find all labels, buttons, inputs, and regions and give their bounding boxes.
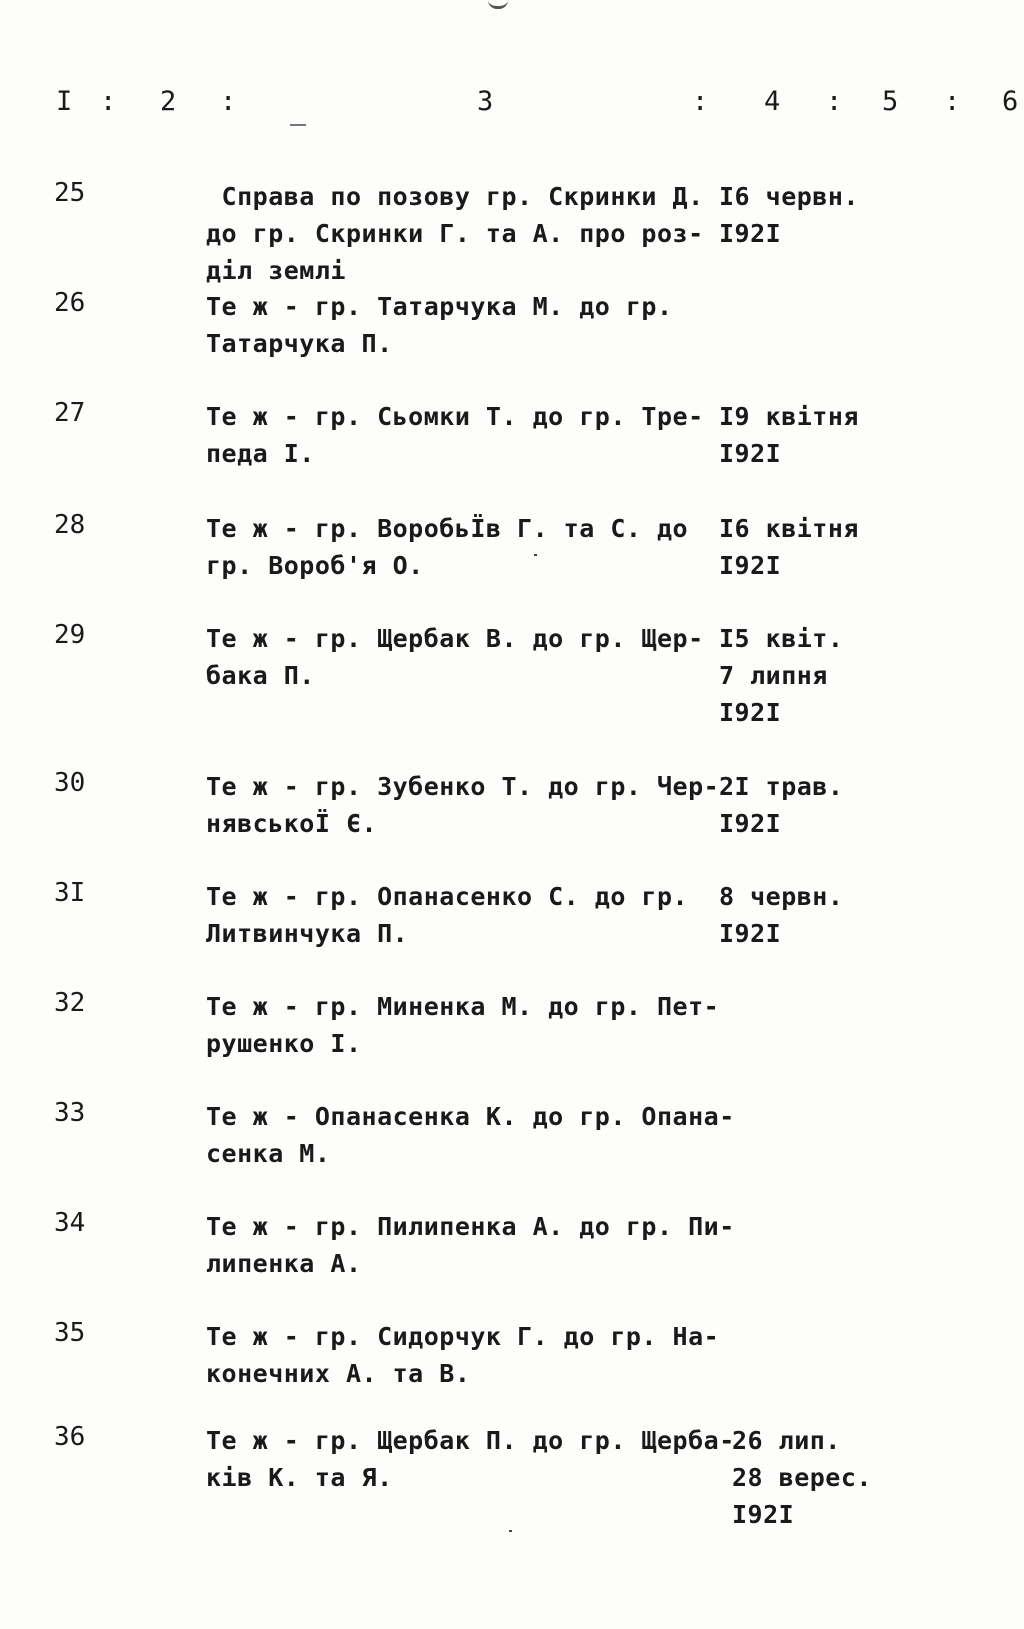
- column-header-6: 6: [1002, 86, 1020, 117]
- description-line: Те ж - гр. Татарчука М. до гр.: [206, 292, 673, 321]
- description-line: Справа по позову гр. Скринки Д.: [206, 182, 704, 211]
- page-number-mark: [488, 0, 508, 9]
- date-line: 8 червн.: [719, 882, 844, 911]
- date-line: 2I трав.: [719, 772, 844, 801]
- description-line: рушенко І.: [206, 1029, 362, 1058]
- column-separator: :: [826, 86, 844, 117]
- header-underline-mark: [290, 124, 306, 126]
- record-number: 34: [54, 1208, 86, 1238]
- description-line: Те ж - гр. Сьомки Т. до гр. Тре-: [206, 402, 704, 431]
- record-number: 32: [54, 988, 86, 1018]
- description-line: Те ж - гр. Пилипенка А. до гр. Пи-: [206, 1212, 735, 1241]
- description-line: гр. Вороб'я О.: [206, 551, 424, 580]
- record-number: 36: [54, 1422, 86, 1452]
- description-line: сенка М.: [206, 1139, 331, 1168]
- record-description: [206, 288, 726, 362]
- description-line: Те ж - гр. Миненка М. до гр. Пет-: [206, 992, 720, 1021]
- record-date: [719, 620, 843, 731]
- description-line: ків К. та Я.: [206, 1463, 393, 1492]
- record-date: [719, 768, 843, 842]
- record-date: [719, 510, 859, 584]
- record-date: [719, 178, 859, 252]
- record-description: [206, 620, 726, 694]
- record-number: 27: [54, 398, 86, 428]
- record-number: 30: [54, 768, 86, 798]
- description-line: діл землі: [206, 256, 346, 285]
- date-line: 28 верес.: [732, 1463, 872, 1492]
- date-line: 26 лип.: [732, 1426, 841, 1455]
- date-line: I6 квітня: [719, 514, 859, 543]
- date-line: I92I: [719, 809, 782, 838]
- date-line: I92I: [719, 439, 782, 468]
- record-description: [206, 988, 726, 1062]
- record-number: 26: [54, 288, 86, 318]
- record-description: [206, 510, 726, 584]
- record-number: 25: [54, 178, 86, 208]
- record-description: [206, 178, 726, 289]
- column-separator: :: [692, 86, 710, 117]
- date-line: I92I: [732, 1500, 795, 1529]
- column-header-3: 3: [477, 86, 495, 117]
- description-line: Те ж - гр. Щербак П. до гр. Щерба-: [206, 1426, 735, 1455]
- column-separator: :: [944, 86, 962, 117]
- record-description: [206, 878, 726, 952]
- date-line: I92I: [719, 219, 782, 248]
- description-line: Те ж - гр. ВоробьЇв Г. та С. до: [206, 514, 689, 543]
- record-number: 35: [54, 1318, 86, 1348]
- record-date: [719, 878, 843, 952]
- paper-speck: [509, 1530, 512, 1532]
- description-line: Те ж - гр. Щербак В. до гр. Щер-: [206, 624, 704, 653]
- description-line: Татарчука П.: [206, 329, 393, 358]
- description-line: Те ж - гр. Зубенко Т. до гр. Чер-: [206, 772, 720, 801]
- date-line: I92I: [719, 919, 782, 948]
- paper-speck: [534, 554, 537, 556]
- column-header-5: 5: [882, 86, 900, 117]
- record-number: 3I: [54, 878, 86, 908]
- column-header-row: [0, 86, 1024, 126]
- date-line: I6 червн.: [719, 182, 859, 211]
- description-line: Те ж - Опанасенка К. до гр. Опана-: [206, 1102, 735, 1131]
- column-separator: :: [100, 86, 118, 117]
- description-line: нявськоЇ Є.: [206, 809, 378, 838]
- description-line: бака П.: [206, 661, 315, 690]
- date-line: 7 липня: [719, 661, 828, 690]
- description-line: липенка А.: [206, 1249, 362, 1278]
- column-header-2: 2: [160, 86, 178, 117]
- date-line: I92I: [719, 698, 782, 727]
- record-description: [206, 1208, 735, 1282]
- description-line: Литвинчука П.: [206, 919, 409, 948]
- record-date: [732, 1422, 872, 1533]
- date-line: I5 квіт.: [719, 624, 844, 653]
- record-description: [206, 1318, 726, 1392]
- record-number: 33: [54, 1098, 86, 1128]
- date-line: I9 квітня: [719, 402, 859, 431]
- column-header-4: 4: [764, 86, 782, 117]
- description-line: конечних А. та В.: [206, 1359, 471, 1388]
- record-description: [206, 398, 726, 472]
- record-description: [206, 1422, 735, 1496]
- record-description: [206, 768, 726, 842]
- record-date: [719, 398, 859, 472]
- description-line: Те ж - гр. Опанасенко С. до гр.: [206, 882, 689, 911]
- record-number: 28: [54, 510, 86, 540]
- record-description: [206, 1098, 735, 1172]
- description-line: педа І.: [206, 439, 315, 468]
- record-number: 29: [54, 620, 86, 650]
- column-separator: :: [220, 86, 238, 117]
- column-header-1: I: [56, 86, 74, 117]
- description-line: Те ж - гр. Сидорчук Г. до гр. На-: [206, 1322, 720, 1351]
- date-line: I92I: [719, 551, 782, 580]
- description-line: до гр. Скринки Г. та А. про роз-: [206, 219, 704, 248]
